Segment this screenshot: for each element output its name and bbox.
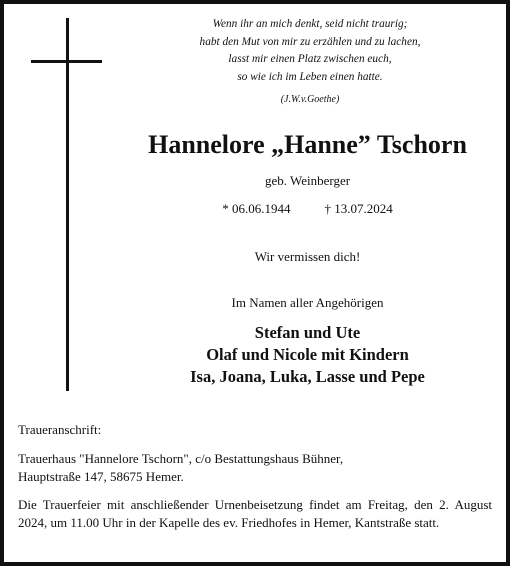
family-line: Isa, Joana, Luka, Lasse und Pepe [190,367,425,386]
death-date: † 13.07.2024 [324,201,393,216]
poem [160,16,460,109]
family-line: Stefan und Ute [254,323,361,342]
life-dates [130,201,485,217]
condolence-address [18,450,343,486]
poem-line: so wie ich im Leben einen hatte. [237,70,383,83]
poem-line: lasst mir einen Platz zwischen euch, [228,53,392,65]
born-name: geb. Weinberger [264,173,351,188]
condolence-address-title: Traueranschrift: [18,422,102,437]
address-line: Hauptstraße 147, 58675 Hemer. [18,469,184,484]
poem-line: habt den Mut von mir zu erzählen und zu lachen, [199,35,421,48]
poem-author: (J.W.v.Goethe) [280,94,340,105]
family-line: Olaf und Nicole mit Kindern [206,345,409,364]
deceased-name: Hannelore „Hanne” Tschorn [148,130,467,159]
cross-icon-bar [31,60,102,63]
address-line: Trauerhaus "Hannelore Tschorn", c/o Bestattungshaus Bühner, [18,451,344,466]
service-note: Die Trauerfeier mit anschließender Urnenbeisetzung findet am Freitag, den 2. August 2024, um 11.00 Uhr in der Kapelle des ev. Friedhofes in Hemer, Kantstraße statt. [18,497,492,530]
on-behalf-line: Im Namen aller Angehörigen [231,295,384,310]
farewell-message: Wir vermissen dich! [254,249,361,264]
family-names [130,322,485,388]
poem-line: Wenn ihr an mich denkt, seid nicht traurig; [212,18,408,30]
birth-date: * 06.06.1944 [222,201,291,216]
cross-icon [66,18,69,391]
